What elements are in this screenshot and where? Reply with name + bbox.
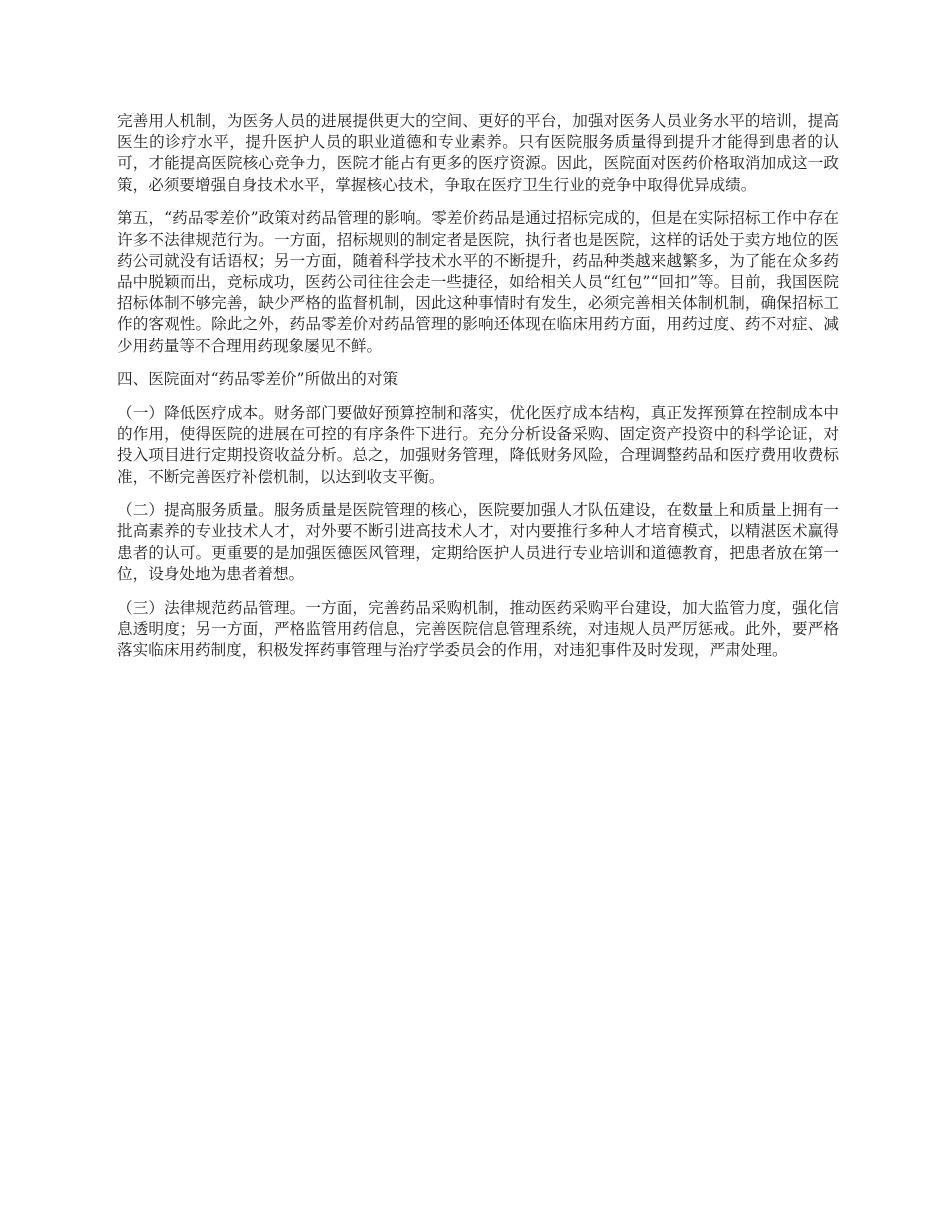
paragraph-improve-service: （二）提高服务质量。服务质量是医院管理的核心，医院要加强人才队伍建设，在数量上和质量上拥有一批高素养的专业技术人才，对外要不断引进高技术人才，对内要推行多种人才培育模式，以精湛医术赢得患者的认可。更重要的是加强医德医风管理，定期给医护人员进行专业培训和道德教育，把患者放在第一位，设身处地为患者着想。 <box>117 501 839 583</box>
paragraph-reduce-costs: （一）降低医疗成本。财务部门要做好预算控制和落实，优化医疗成本结构，真正发挥预算在控制成本中的作用，使得医院的进展在可控的有序条件下进行。充分分析设备采购、固定资产投资中的科学论证，对投入项目进行定期投资收益分析。总之，加强财务管理，降低财务风险，合理调整药品和医疗费用收费标准，不断完善医疗补偿机制，以达到收支平衡。 <box>117 403 839 486</box>
section-heading: 四、医院面对“药品零差价”所做出的对策 <box>117 370 399 389</box>
paragraph-personnel-mechanism: 完善用人机制，为医务人员的进展提供更大的空间、更好的平台，加强对医务人员业务水平的培训，提高医生的诊疗水平，提升医护人员的职业道德和专业素养。只有医院服务质量得到提升才能得到患者的认可，才能提高医院核心竞争力，医院才能占有更多的医疗资源。因此，医院面对医药价格取消加成这一政策，必须要增强自身技术水平，掌握核心技术，争取在医疗卫生行业的竞争中取得优异成绩。 <box>117 112 839 194</box>
document-body <box>117 111 839 674</box>
paragraph-drug-management-impact: 第五，“药品零差价”政策对药品管理的影响。零差价药品是通过招标完成的，但是在实际招标工作中存在许多不法律规范行为。一方面，招标规则的制定者是医院，执行者也是医院，这样的话处于卖方地位的医药公司就没有话语权；另一方面，随着科学技术水平的不断提升，药品种类越来越繁多，为了能在众多药品中脱颖而出，竞标成功，医药公司往往会走一些捷径，如给相关人员“红包”“回扣”等。目前，我国医院招标体制不够完善，缺少严格的监督机制，因此这种事情时有发生，必须完善相关体制机制，确保招标工作的客观性。除此之外，药品零差价对药品管理的影响还体现在临床用药方面，用药过度、药不对症、减少用药量等不合理用药现象屡见不鲜。 <box>117 209 839 355</box>
paragraph-regulate-drug-management: （三）法律规范药品管理。一方面，完善药品采购机制，推动医药采购平台建设，加大监管力度，强化信息透明度；另一方面，严格监管用药信息，完善医院信息管理系统，对违规人员严厉惩戒。此外，要严格落实临床用药制度，积极发挥药事管理与治疗学委员会的作用，对违犯事件及时发现，严肃处理。 <box>117 598 839 659</box>
